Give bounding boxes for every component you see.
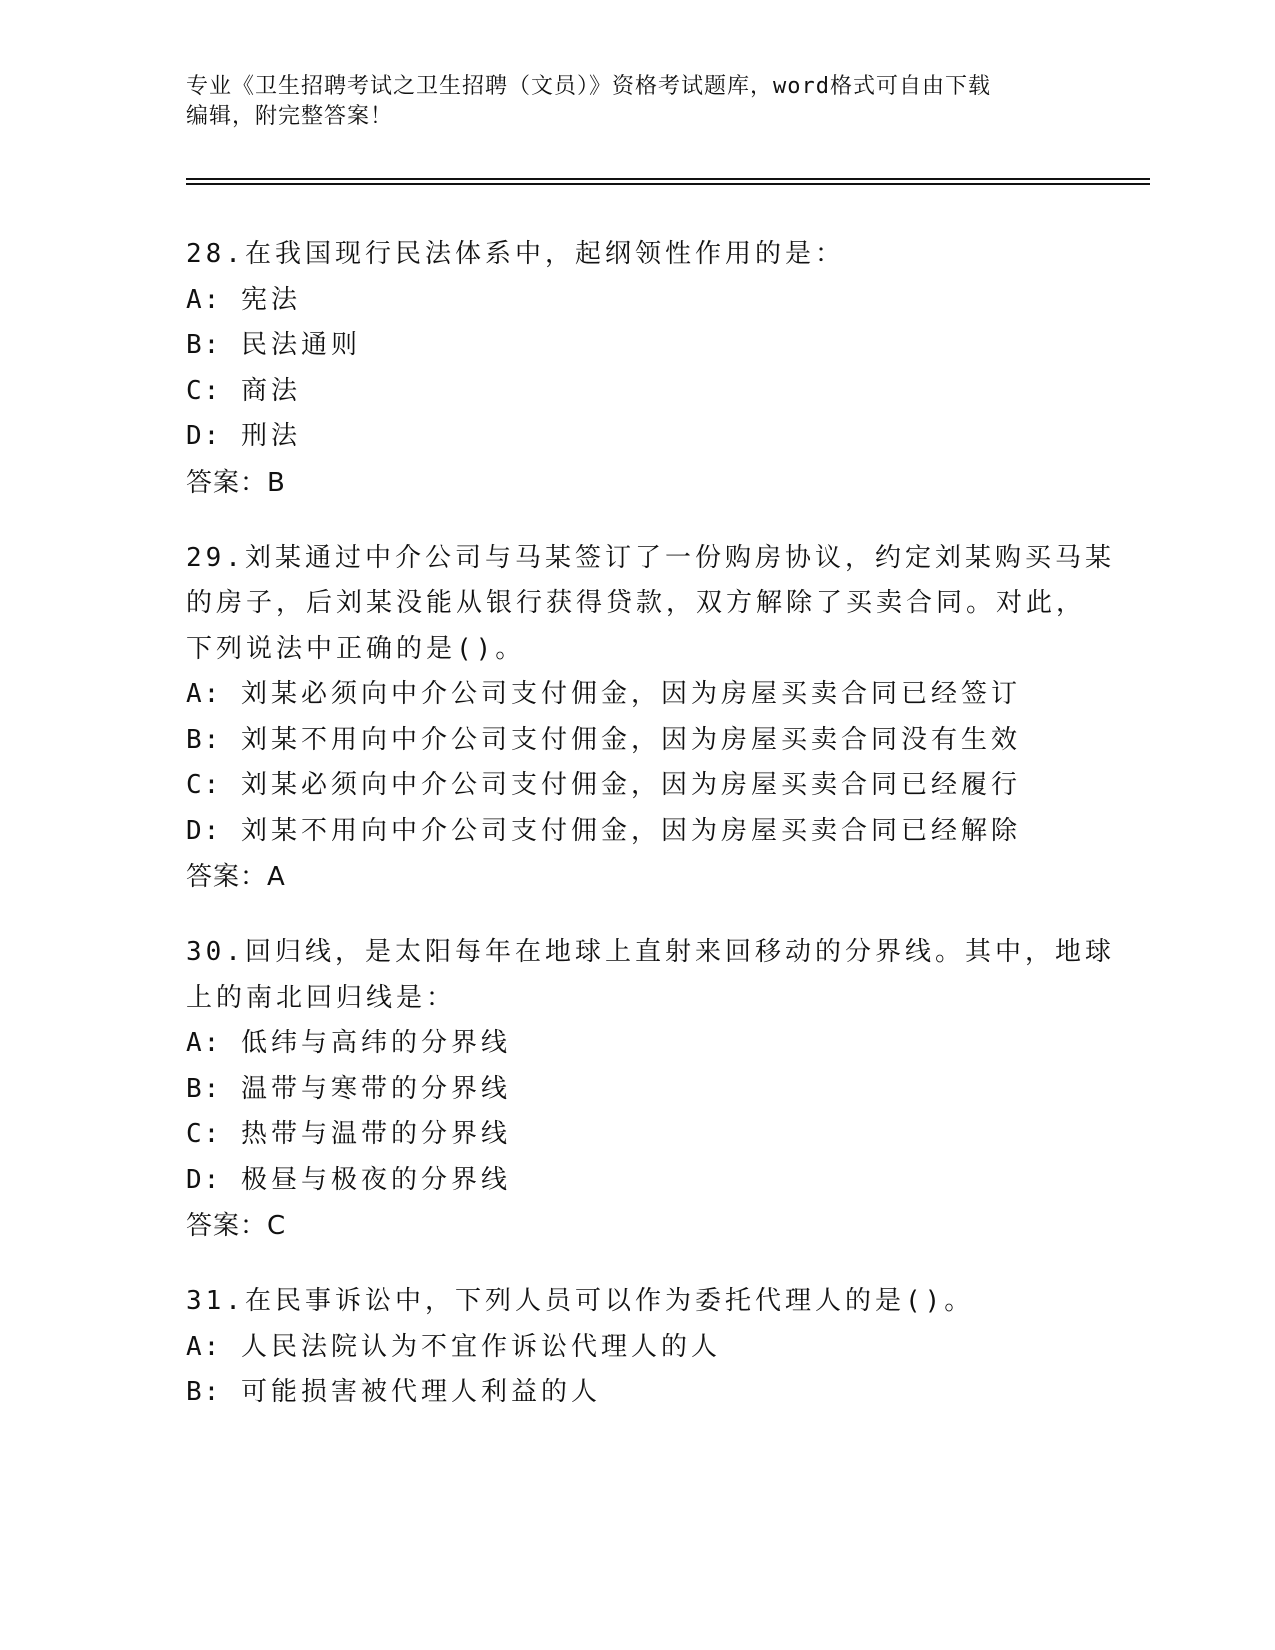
option-c [186, 1112, 1086, 1158]
question-stem: 下列说法中正确的是()。 [186, 633, 526, 664]
option-text: 刘某必须向中介公司支付佣金，因为房屋买卖合同已经签订 [240, 679, 1021, 709]
option-d [186, 1158, 1086, 1204]
option-b [186, 323, 1086, 369]
question-28 [186, 232, 1086, 506]
question-stem: 28.在我国现行民法体系中，起纲领性作用的是： [186, 239, 845, 269]
header-line-1: 专业《卫生招聘考试之卫生招聘（文员）》资格考试题库，word格式可自由下载 [186, 74, 991, 99]
option-label: A: [186, 284, 222, 315]
option-label: B: [186, 1073, 222, 1104]
option-a [186, 1325, 1086, 1371]
answer-text: 答案：B [186, 467, 286, 498]
option-label: C: [186, 1119, 222, 1149]
option-label: D: [186, 815, 222, 846]
option-label: B: [186, 724, 222, 755]
question-list [186, 232, 1115, 1446]
option-text: 商法 [240, 375, 301, 406]
answer-text: 答案：C [186, 1211, 287, 1241]
option-text: 极昼与极夜的分界线 [240, 1164, 511, 1195]
option-d [186, 809, 1086, 855]
question-stem: 的房子，后刘某没能从银行获得贷款，双方解除了买卖合同。对此， [186, 588, 1087, 618]
question-30 [186, 930, 1115, 1249]
document-header [186, 72, 1066, 132]
question-31 [186, 1279, 1086, 1416]
option-a [186, 1021, 1086, 1067]
header-divider-bottom [186, 183, 1150, 185]
option-text: 可能损害被代理人利益的人 [240, 1377, 601, 1407]
option-label: C: [186, 375, 222, 406]
option-text: 人民法院认为不宜作诉讼代理人的人 [240, 1331, 721, 1362]
option-text: 热带与温带的分界线 [240, 1119, 511, 1149]
option-b [186, 718, 1086, 764]
option-text: 刘某不用向中介公司支付佣金，因为房屋买卖合同已经解除 [240, 815, 1021, 846]
option-label: A: [186, 1028, 222, 1058]
question-stem: 30.回归线，是太阳每年在地球上直射来回移动的分界线。其中，地球 [186, 937, 1115, 967]
option-text: 刘某必须向中介公司支付佣金，因为房屋买卖合同已经履行 [240, 770, 1021, 800]
option-text: 民法通则 [240, 330, 361, 360]
option-c [186, 369, 1086, 415]
option-label: B: [186, 1377, 222, 1407]
question-29 [186, 536, 1115, 901]
option-label: D: [186, 421, 222, 451]
option-label: A: [186, 679, 222, 709]
option-a [186, 672, 1086, 718]
option-text: 低纬与高纬的分界线 [240, 1028, 511, 1058]
header-line-2: 编辑，附完整答案！ [186, 104, 394, 129]
option-text: 刑法 [240, 421, 301, 451]
option-b [186, 1370, 1086, 1416]
option-d [186, 414, 1086, 460]
option-b [186, 1067, 1086, 1113]
option-a [186, 278, 1086, 324]
question-stem: 31.在民事诉讼中，下列人员可以作为委托代理人的是()。 [186, 1286, 975, 1316]
option-text: 温带与寒带的分界线 [240, 1073, 511, 1104]
answer-text: 答案：A [186, 862, 286, 892]
option-label: B: [186, 330, 222, 360]
option-label: D: [186, 1164, 222, 1195]
header-divider-top [186, 178, 1150, 180]
question-stem: 29.刘某通过中介公司与马某签订了一份购房协议，约定刘某购买马某 [186, 542, 1115, 573]
option-text: 宪法 [240, 284, 301, 315]
option-label: C: [186, 770, 222, 800]
option-text: 刘某不用向中介公司支付佣金，因为房屋买卖合同没有生效 [240, 724, 1021, 755]
option-c [186, 763, 1086, 809]
option-label: A: [186, 1331, 222, 1362]
question-stem: 上的南北回归线是： [186, 982, 457, 1013]
